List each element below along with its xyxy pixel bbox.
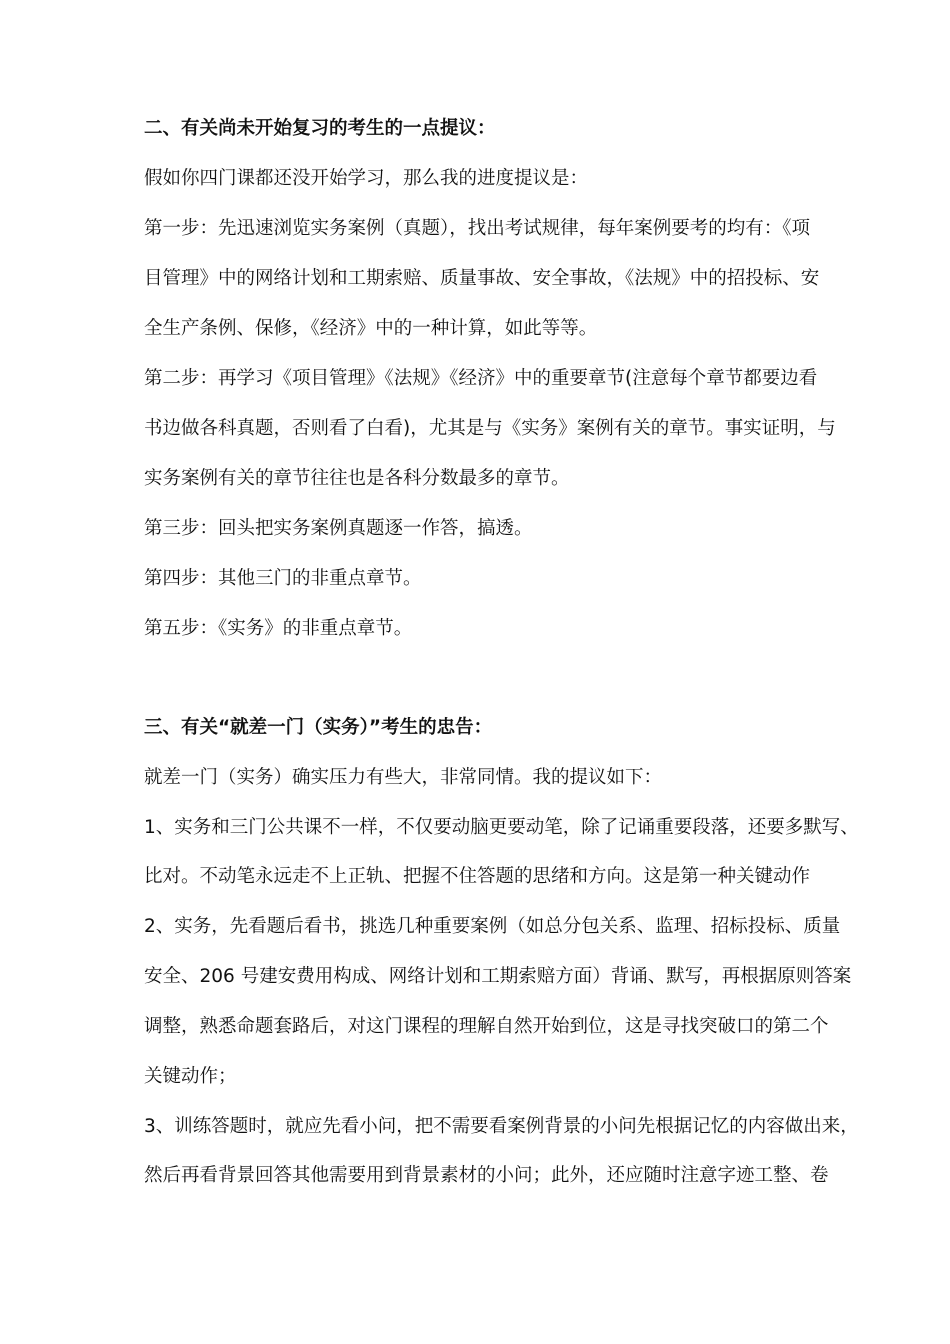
paragraph-line: 3、训练答题时，就应先看小问，把不需要看案例背景的小问先根据记忆的内容做出来，: [144, 1116, 859, 1137]
paragraph-line: 1、实务和三门公共课不一样，不仅要动脑更要动笔，除了记诵重要段落，还要多默写、: [144, 817, 859, 838]
section2-intro: 假如你四门课都还没开始学习，那么我的进度提议是：: [144, 168, 589, 189]
section3-heading: 三、有关“就差一门（实务）”考生的忠告：: [144, 717, 493, 738]
paragraph-line: 调整，熟悉命题套路后，对这门课程的理解自然开始到位，这是寻找突破口的第二个: [144, 1016, 829, 1037]
paragraph-line: 关键动作；: [144, 1066, 237, 1087]
paragraph-line: 2、实务，先看题后看书，挑选几种重要案例（如总分包关系、监理、招标投标、质量: [144, 916, 841, 937]
paragraph-line: 然后再看背景回答其他需要用到背景素材的小问；此外，还应随时注意字迹工整、卷: [144, 1165, 829, 1186]
paragraph-line: 全生产条例、保修，《经济》中的一种计算，如此等等。: [144, 318, 598, 339]
section3-intro: 就差一门（实务）确实压力有些大，非常同情。我的提议如下：: [144, 767, 663, 788]
paragraph-line: 实务案例有关的章节往往也是各科分数最多的章节。: [144, 468, 570, 489]
paragraph-line: 安全、206 号建安费用构成、网络计划和工期索赔方面）背诵、默写，再根据原则答案: [144, 966, 852, 987]
paragraph-line: 第一步：先迅速浏览实务案例（真题），找出考试规律，每年案例要考的均有：《项: [144, 218, 811, 239]
paragraph-line: 第二步：再学习《项目管理》《法规》《经济》中的重要章节(注意每个章节都要边看: [144, 368, 818, 389]
paragraph-line: 第四步：其他三门的非重点章节。: [144, 568, 422, 589]
paragraph-line: 书边做各科真题，否则看了白看)，尤其是与《实务》案例有关的章节。事实证明，与: [144, 418, 836, 439]
paragraph-line: 比对。不动笔永远走不上正轨、把握不住答题的思绪和方向。这是第一种关键动作: [144, 866, 811, 887]
paragraph-line: 目管理》中的网络计划和工期索赔、质量事故、安全事故，《法规》中的招投标、安: [144, 268, 820, 289]
section2-heading: 二、有关尚未开始复习的考生的一点提议：: [144, 118, 496, 139]
paragraph-line: 第五步：《实务》的非重点章节。: [144, 618, 413, 639]
paragraph-line: 第三步：回头把实务案例真题逐一作答，搞透。: [144, 518, 533, 539]
